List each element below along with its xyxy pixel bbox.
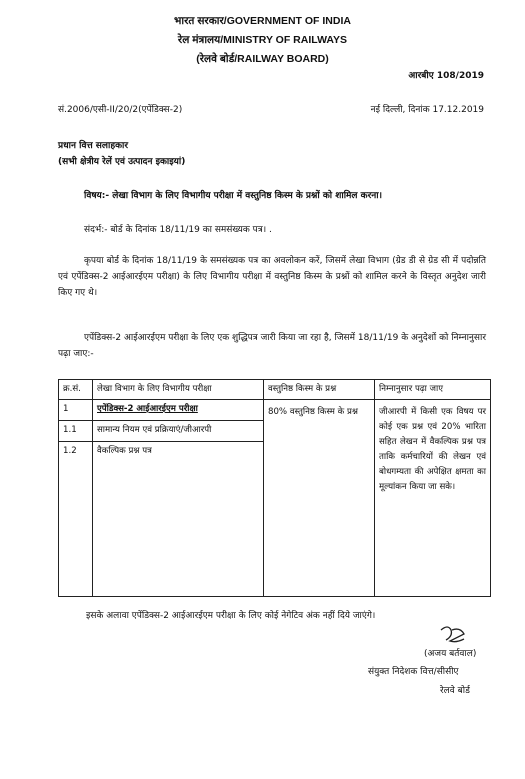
signatory-designation: संयुक्त निदेशक वित्त/सीसीए <box>368 667 459 677</box>
row-serial: 1.1 <box>59 421 93 442</box>
row-serial: 1.2 <box>59 442 93 597</box>
header-govt: भारत सरकार/GOVERNMENT OF INDIA <box>174 15 351 27</box>
signatory-name: (अजय बर्तवाल) <box>424 649 477 659</box>
table-row <box>59 400 491 421</box>
file-number: सं.2006/एसी-II/20/2(एपेंडिक्स-2) <box>58 105 183 115</box>
row-exam <box>93 400 264 421</box>
signatory-office: रेलवे बोर्ड <box>440 686 470 696</box>
corrigendum-table <box>58 379 491 597</box>
header-serial: क्र.सं. <box>59 380 93 400</box>
signature-scribble <box>438 622 468 644</box>
header-ministry: रेल मंत्रालय/MINISTRY OF RAILWAYS <box>177 34 348 46</box>
read-as-cell: जीआरपी में किसी एक विषय पर कोई एक प्रश्न एवं 20% भारिता सहित लेखन में वैकल्पिक प्रश्न पत्र ताकि कर्मचारियों की लेखन एवं बोधगम्यता की अपेक्षित क्षमता का मूल्यांकन किया जा सके। <box>375 400 491 597</box>
subject-line: विषय:- लेखा विभाग के लिए विभागीय परीक्षा में वस्तुनिष्ठ किस्म के प्रश्नों को शामिल करना। <box>84 191 382 201</box>
row-serial: 1 <box>59 400 93 421</box>
header-read-as: निम्नानुसार पढ़ा जाए <box>375 380 491 400</box>
header-objective: वस्तुनिष्ठ किस्म के प्रश्न <box>264 380 375 400</box>
closing-line: इसके अलावा एपेंडिक्स-2 आईआरईएम परीक्षा के लिए कोई नेगेटिव अंक नहीं दिये जाएंगे। <box>86 611 376 621</box>
row-exam: सामान्य नियम एवं प्रक्रियाएं/जीआरपी <box>93 421 264 442</box>
table-header-row <box>59 380 491 400</box>
header-exam: लेखा विभाग के लिए विभागीय परीक्षा <box>93 380 264 400</box>
paragraph-2: एपेंडिक्स-2 आईआरईएम परीक्षा के लिए एक शुद्धिपत्र जारी किया जा रहा है, जिसमें 18/11/19 के अनुदेशों को निम्नानुसार पढ़ा जाए:- <box>58 333 486 359</box>
ref-number: आरबीए 108/2019 <box>408 71 484 81</box>
row-exam: वैकल्पिक प्रश्न पत्र <box>93 442 264 597</box>
row-exam-title: एपेंडिक्स-2 आईआरईएम परीक्षा <box>97 404 198 414</box>
header-board: (रेलवे बोर्ड/RAILWAY BOARD) <box>196 53 329 65</box>
reference-line: संदर्भ:- बोर्ड के दिनांक 18/11/19 का समसंख्यक पत्र। . <box>84 225 272 235</box>
paragraph-1: कृपया बोर्ड के दिनांक 18/11/19 के समसंख्यक पत्र का अवलोकन करें, जिसमें लेखा विभाग (ग्रेड डी से ग्रेड सी में पदोन्नति एवं एपेंडिक्स-2 आईआरईएम परीक्षा) के लिए विभागीय परीक्षा में वस्तुनिष्ठ किस्म के प्रश्नों को शामिल करने के विस्तृत अनुदेश जारी किए गए थे। <box>58 256 486 298</box>
place-date: नई दिल्ली, दिनांक 17.12.2019 <box>370 105 484 115</box>
objective-cell: 80% वस्तुनिष्ठ किस्म के प्रश्न <box>264 400 375 597</box>
addressee-title: प्रधान वित्त सलाहकार <box>58 141 129 151</box>
addressee-scope: (सभी क्षेत्रीय रेलें एवं उत्पादन इकाइयां) <box>58 157 186 167</box>
